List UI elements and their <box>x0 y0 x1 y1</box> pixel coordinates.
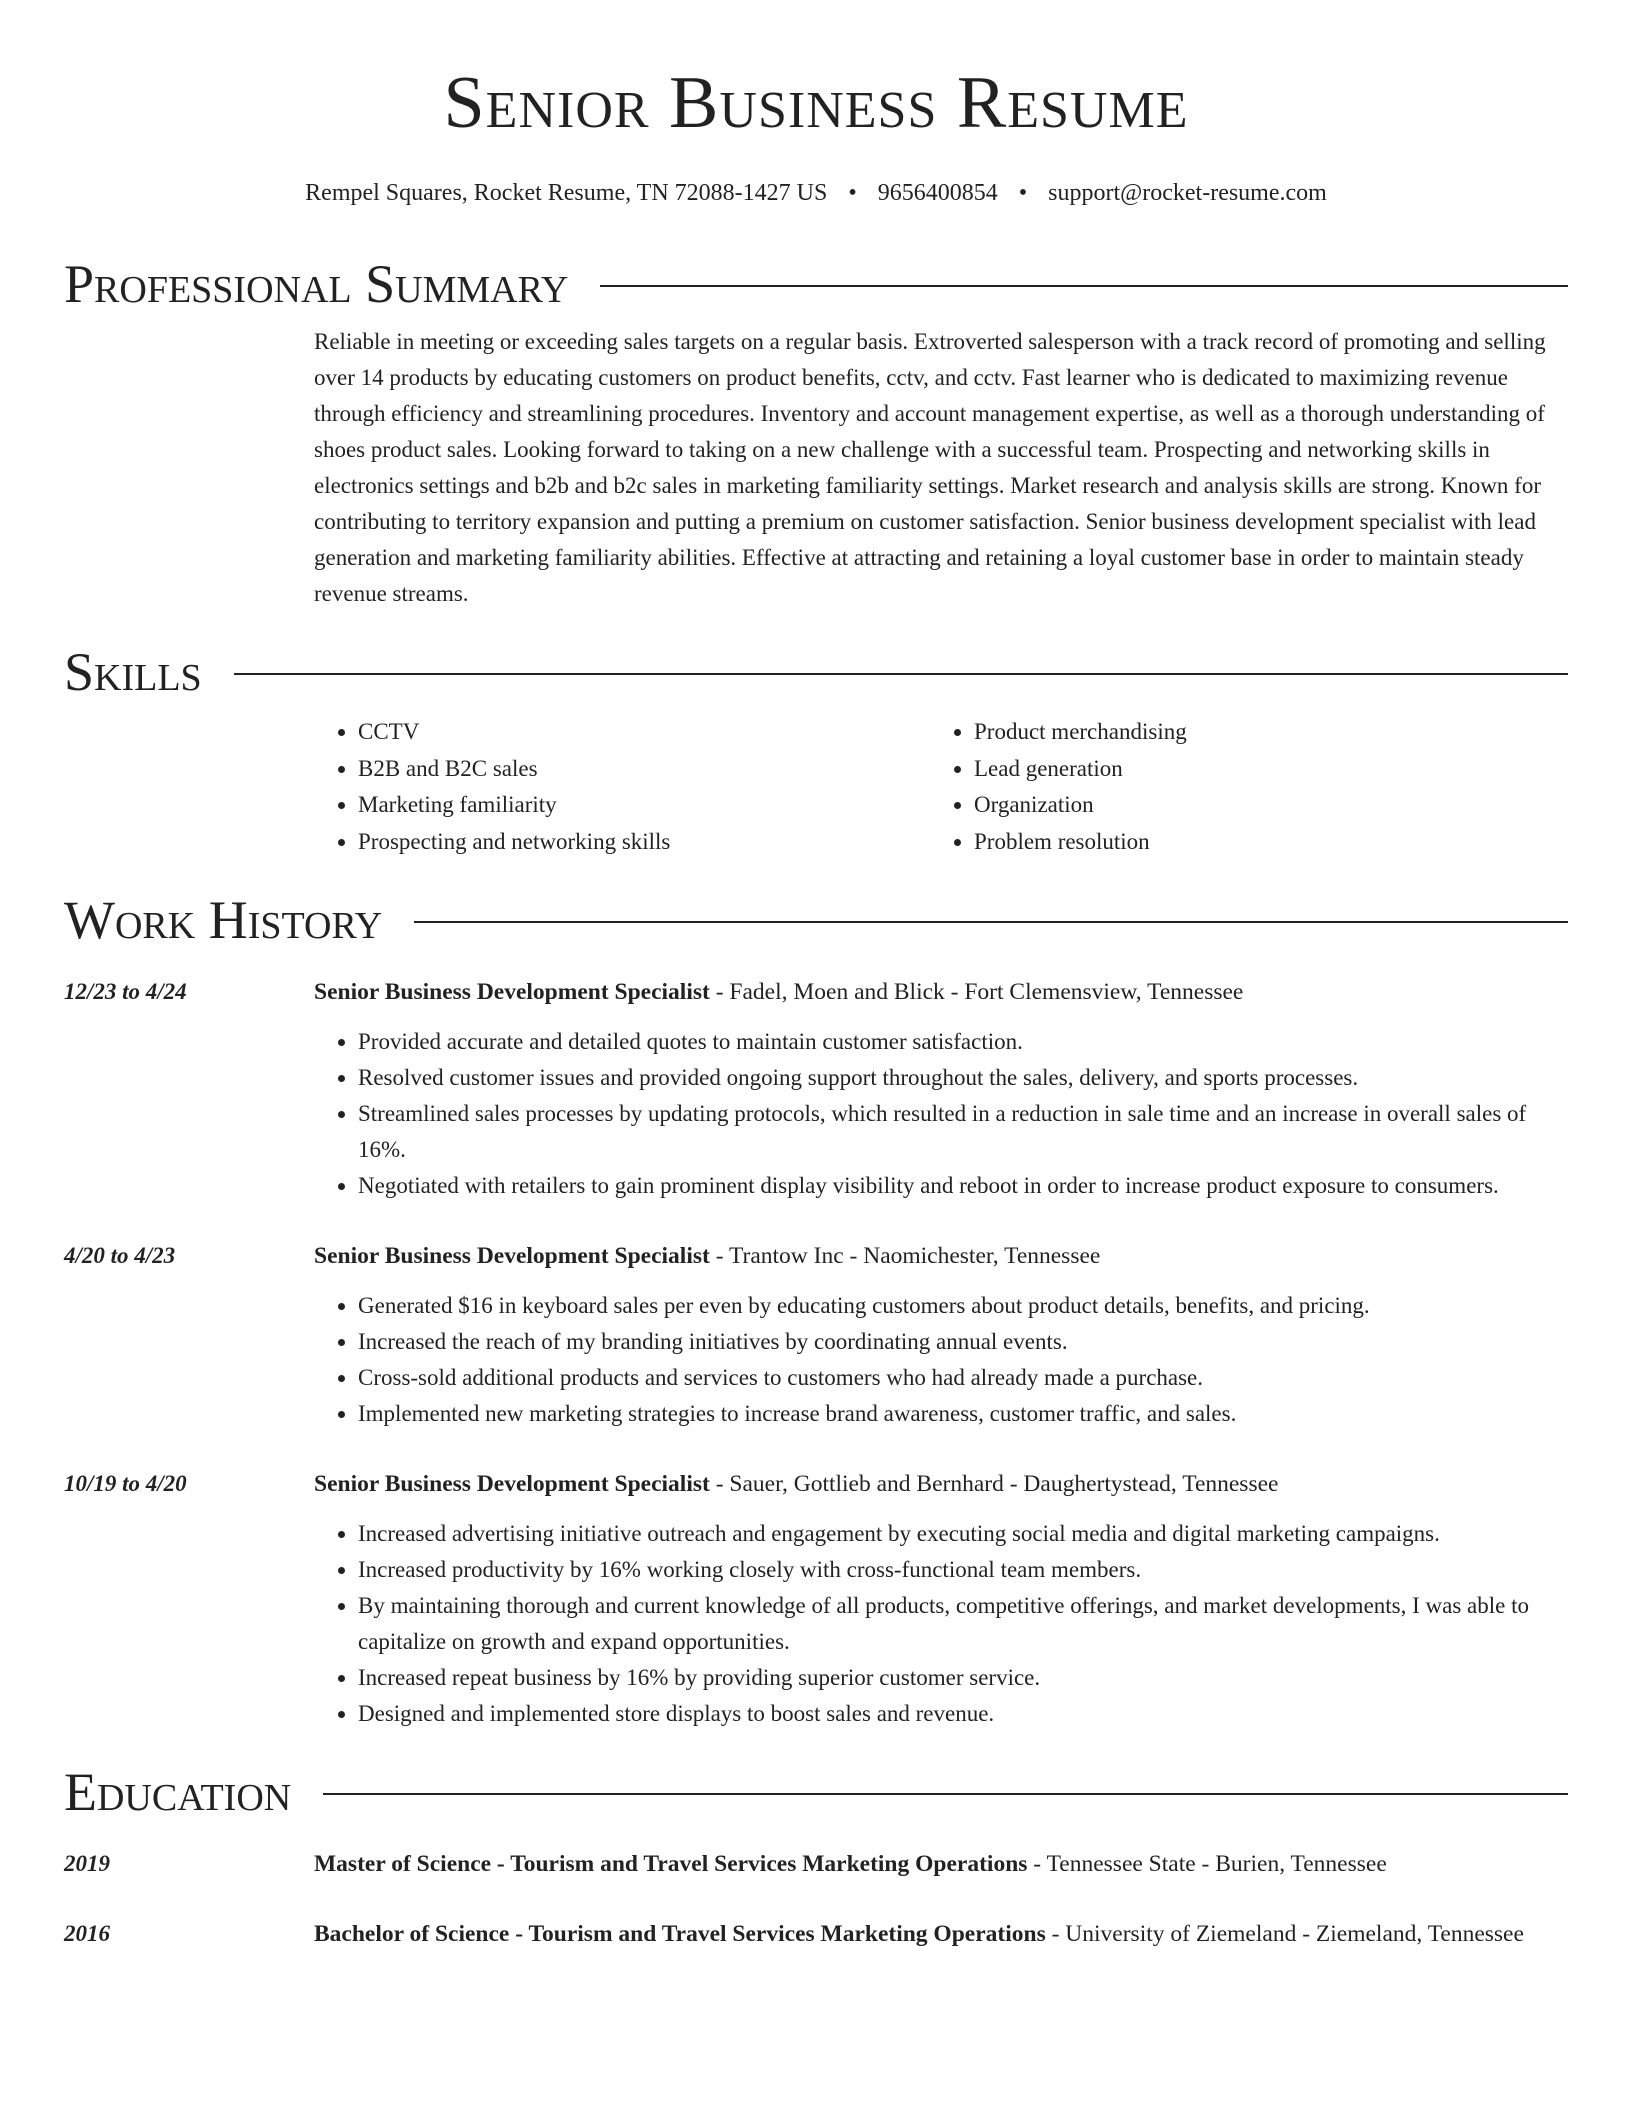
job-bullet: • Implemented new marketing strategies to increase brand awareness, customer traffic, and sales. <box>358 1396 1568 1432</box>
job-bullet: • Increased the reach of my branding initiatives by coordinating annual events. <box>358 1324 1568 1360</box>
summary-section-header <box>64 254 1568 314</box>
job-body <box>314 974 1568 1204</box>
job-bullet: • Generated $16 in keyboard sales per even by educating customers about product details, benefits, and pricing. <box>358 1288 1568 1324</box>
job-heading <box>314 1466 1568 1502</box>
skill-item: • Product merchandising <box>974 714 1546 751</box>
resume-title: Senior Business Resume <box>443 62 1189 144</box>
work-section-header <box>64 890 1568 950</box>
skill-item: • Problem resolution <box>974 824 1546 861</box>
job-dates: 4/20 to 4/23 <box>64 1243 176 1268</box>
contact-email: support@rocket-resume.com <box>1048 180 1327 206</box>
job-role: Senior Business Development Specialist <box>314 979 710 1005</box>
skill-item: • Organization <box>974 787 1546 824</box>
summary-text: Reliable in meeting or exceeding sales targets on a regular basis. Extroverted salesperson with a track record of promoting and selling over 14 products by educating customers on product benefits, cctv, and cctv. Fast learner who is dedicated to maximizing revenue through efficiency and streamlining procedures. Inventory and account management expertise, as well as a thorough understanding of shoes product sales. Looking forward to taking on a new challenge with a successful team. Prospecting and networking skills in electronics settings and b2b and b2c sales in marketing familiarity settings. Market research and analysis skills are strong. Known for contributing to territory expansion and putting a premium on customer satisfaction. Senior business development specialist with lead generation and marketing familiarity abilities. Effective at attracting and retaining a loyal customer base in order to maintain steady revenue streams. <box>314 329 1546 606</box>
job-bullets <box>314 1288 1568 1432</box>
education-year: 2019 <box>64 1851 110 1876</box>
education-entry <box>64 1846 1568 1882</box>
skills-column-right <box>930 714 1546 860</box>
job-bullet: • By maintaining thorough and current knowledge of all products, competitive offerings, and market developments, I was able to capitalize on growth and expand opportunities. <box>358 1588 1568 1660</box>
education-section-header <box>64 1762 1568 1822</box>
section-title: Professional Summary <box>64 254 569 314</box>
job-employer: - Sauer, Gottlieb and Bernhard - Daughertystead, Tennessee <box>709 1471 1279 1497</box>
education-entry <box>64 1916 1568 1952</box>
contact-phone: 9656400854 <box>877 180 998 206</box>
education-school: - University of Ziemeland - Ziemeland, Tennessee <box>1045 1921 1524 1947</box>
job-bullet: • Streamlined sales processes by updating protocols, which resulted in a reduction in sale time and an increase in overall sales of 16%. <box>358 1096 1568 1168</box>
job-bullet: • Increased advertising initiative outreach and engagement by executing social media and digital marketing campaigns. <box>358 1516 1568 1552</box>
job-dates: 12/23 to 4/24 <box>64 979 187 1004</box>
job-heading <box>314 974 1568 1010</box>
skill-item: • Marketing familiarity <box>358 787 930 824</box>
skill-item: • CCTV <box>358 714 930 751</box>
job-bullet: • Negotiated with retailers to gain prominent display visibility and reboot in order to increase product exposure to consumers. <box>358 1168 1568 1204</box>
education-degree: Bachelor of Science - Tourism and Travel Services Marketing Operations <box>314 1921 1046 1947</box>
job-role: Senior Business Development Specialist <box>314 1243 710 1269</box>
job-entry <box>64 974 1568 1204</box>
job-bullet: • Resolved customer issues and provided ongoing support throughout the sales, delivery, and sports processes. <box>358 1060 1568 1096</box>
job-bullet: • Increased productivity by 16% working closely with cross-functional team members. <box>358 1552 1568 1588</box>
job-role: Senior Business Development Specialist <box>314 1471 710 1497</box>
section-title: Education <box>64 1762 292 1822</box>
job-entry <box>64 1466 1568 1732</box>
job-heading <box>314 1238 1568 1274</box>
job-entry <box>64 1238 1568 1432</box>
job-employer: - Trantow Inc - Naomichester, Tennessee <box>709 1243 1101 1269</box>
job-bullet: • Provided accurate and detailed quotes to maintain customer satisfaction. <box>358 1024 1568 1060</box>
skills-column-left <box>314 714 930 860</box>
skill-item: • Prospecting and networking skills <box>358 824 930 861</box>
job-employer: - Fadel, Moen and Blick - Fort Clemensview, Tennessee <box>709 979 1244 1005</box>
contact-line <box>64 178 1568 208</box>
education-body <box>314 1846 1568 1882</box>
section-divider <box>323 1793 1568 1795</box>
job-dates: 10/19 to 4/20 <box>64 1471 187 1496</box>
job-bullets <box>314 1024 1568 1204</box>
contact-separator: • <box>1018 180 1028 206</box>
job-bullet: • Cross-sold additional products and services to customers who had already made a purchase. <box>358 1360 1568 1396</box>
skills-section-header <box>64 642 1568 702</box>
section-divider <box>414 921 1568 923</box>
job-bullet: • Designed and implemented store displays to boost sales and revenue. <box>358 1696 1568 1732</box>
skills-list <box>314 714 1568 860</box>
contact-separator: • <box>848 180 857 206</box>
section-title: Skills <box>64 642 202 702</box>
job-body <box>314 1466 1568 1732</box>
job-bullets <box>314 1516 1568 1732</box>
skill-item: • Lead generation <box>974 751 1546 788</box>
contact-address: Rempel Squares, Rocket Resume, TN 72088-1427 US <box>305 180 828 206</box>
section-divider <box>600 285 1568 287</box>
skill-item: • B2B and B2C sales <box>358 751 930 788</box>
education-degree: Master of Science - Tourism and Travel Services Marketing Operations <box>314 1851 1028 1877</box>
section-title: Work History <box>64 890 383 950</box>
job-bullet: • Increased repeat business by 16% by providing superior customer service. <box>358 1660 1568 1696</box>
education-year: 2016 <box>64 1921 110 1946</box>
job-body <box>314 1238 1568 1432</box>
education-school: - Tennessee State - Burien, Tennessee <box>1027 1851 1387 1877</box>
education-body <box>314 1916 1568 1952</box>
section-divider <box>234 673 1568 675</box>
